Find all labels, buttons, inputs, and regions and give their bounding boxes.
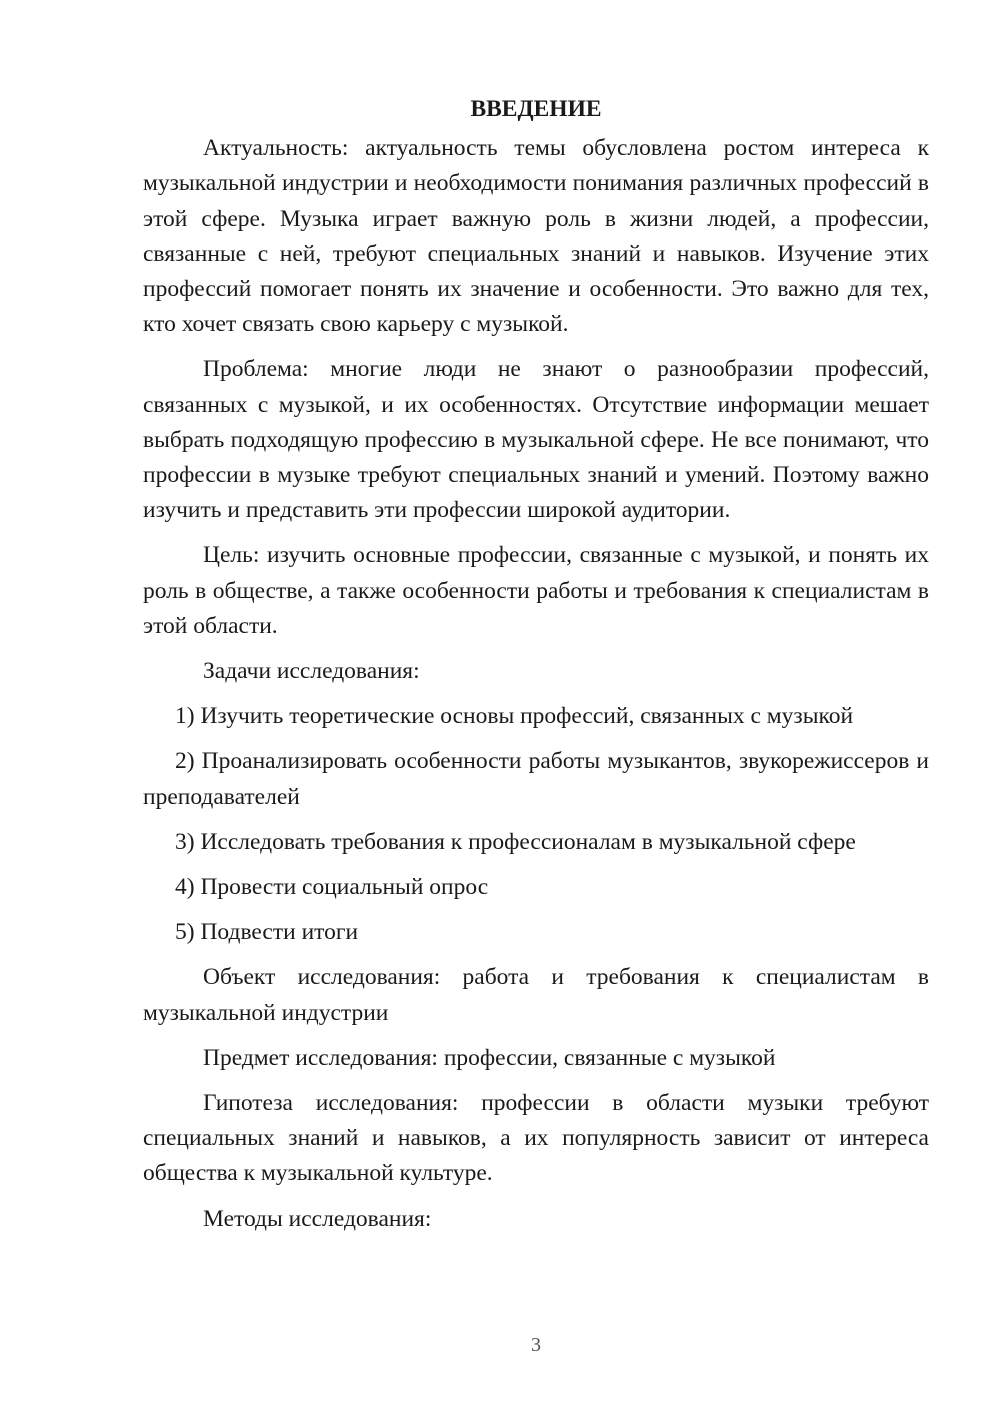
task-item-3: 3) Исследовать требования к профессионалам в музыкальной сфере [175,828,856,855]
paragraph-object: Объект исследования: работа и требования к специалистам в музыкальной индустрии [143,964,929,1026]
paragraph-hypothesis: Гипотеза исследования: профессии в области музыки требуют специальных знаний и навыков, а их популярность зависит от интереса общества к музыкальной культуре. [143,1090,929,1187]
document-page [143,92,929,1247]
paragraph-relevance: Актуальность: актуальность темы обусловлена ростом интереса к музыкальной индустрии и необходимости понимания различных профессий в этой сфере. Музыка играет важную роль в жизни людей, а профессии, связанные с ней, требуют специальных знаний и навыков. Изучение этих профессий помогает понять их значение и особенности. Это важно для тех, кто хочет связать свою карьеру с музыкой. [143,135,929,338]
paragraph-problem: Проблема: многие люди не знают о разнообразии профессий, связанных с музыкой, и их особенностях. Отсутствие информации мешает выбрать подходящую профессию в музыкальной сфере. Не все понимают, что профессии в музыке требуют специальных знаний и умений. Поэтому важно изучить и представить эти профессии широкой аудитории. [143,356,929,524]
page-number: 3 [531,1334,541,1356]
paragraph-tasks-title: Задачи исследования: [203,658,420,685]
task-item-5: 5) Подвести итоги [175,919,359,946]
paragraph-methods-title: Методы исследования: [203,1205,432,1232]
paragraph-subject: Предмет исследования: профессии, связанные с музыкой [203,1044,776,1071]
section-heading: ВВЕДЕНИЕ [470,96,602,122]
task-item-1: 1) Изучить теоретические основы профессий, связанных с музыкой [175,703,854,730]
task-item-2: 2) Проанализировать особенности работы музыкантов, звукорежиссеров и преподавателей [143,748,929,810]
task-item-4: 4) Провести социальный опрос [175,874,489,901]
paragraph-goal: Цель: изучить основные профессии, связанные с музыкой, и понять их роль в обществе, а также особенности работы и требования к специалистам в этой области. [143,542,929,639]
